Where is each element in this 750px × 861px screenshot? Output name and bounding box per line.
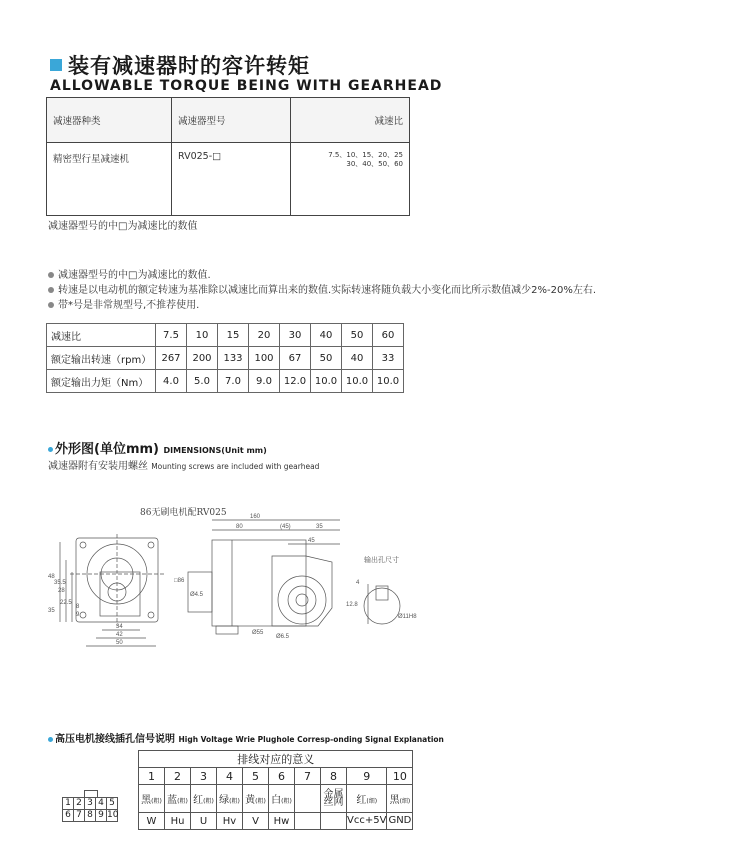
table-row bbox=[139, 768, 413, 785]
cell: 60 bbox=[373, 324, 404, 347]
dim-label: 34 bbox=[116, 624, 123, 630]
dim-label: Ø6.5 bbox=[276, 634, 290, 640]
note-item: 带*号是非常规型号,不推荐使用. bbox=[48, 298, 596, 313]
pin-number: 4 bbox=[217, 768, 243, 785]
connector-diagram bbox=[62, 790, 117, 821]
row-label: 减速比 bbox=[47, 324, 156, 347]
dim-label: 35.5 bbox=[54, 580, 66, 586]
cell: 15 bbox=[218, 324, 249, 347]
cell: 50 bbox=[342, 324, 373, 347]
wire-color: 黑(细) bbox=[387, 785, 413, 813]
pin-label: 5 bbox=[106, 797, 118, 810]
dim-label: 4 bbox=[356, 580, 360, 586]
connector-pins bbox=[62, 797, 117, 821]
plug-heading: 高压电机接线插孔信号说明 High Voltage Wrie Plughole Corresp-onding Signal Explanation bbox=[48, 730, 444, 745]
cell: 4.0 bbox=[156, 370, 187, 393]
cell: 10.0 bbox=[311, 370, 342, 393]
note-item: 减速器型号的中□为减速比的数值. bbox=[48, 268, 596, 283]
wire-color: 黄(粗) bbox=[243, 785, 269, 813]
col-reducer-model: 减速器型号 bbox=[172, 98, 291, 143]
dim-label: 80 bbox=[236, 524, 243, 530]
reducer-table bbox=[46, 97, 410, 216]
bullet-icon bbox=[48, 287, 54, 293]
cell: 10.0 bbox=[373, 370, 404, 393]
dim-label: 48 bbox=[48, 574, 55, 580]
pin-label: 7 bbox=[73, 809, 85, 822]
signal-name: Vcc+5V bbox=[347, 813, 387, 830]
dim-label: Ø55 bbox=[252, 630, 264, 636]
cell: 20 bbox=[249, 324, 280, 347]
cell: 5.0 bbox=[187, 370, 218, 393]
pin-number: 2 bbox=[165, 768, 191, 785]
ratio-line-2: 30、40、50、60 bbox=[346, 160, 403, 168]
dim-label: 45 bbox=[308, 538, 315, 544]
cell: 50 bbox=[311, 347, 342, 370]
cell: 200 bbox=[187, 347, 218, 370]
row-label: 额定输出力矩（Nm） bbox=[47, 370, 156, 393]
pin-number: 6 bbox=[269, 768, 295, 785]
pin-label: 9 bbox=[95, 809, 107, 822]
cell: 133 bbox=[218, 347, 249, 370]
pin-label: 10 bbox=[107, 810, 119, 820]
dim-label: 42 bbox=[116, 632, 123, 638]
pin-number: 3 bbox=[191, 768, 217, 785]
cell: 40 bbox=[342, 347, 373, 370]
section-dot-icon bbox=[48, 737, 53, 742]
output-hole-detail bbox=[364, 584, 400, 624]
motor-label: 86无刷电机配RV025 bbox=[140, 508, 227, 518]
signal-name: Hw bbox=[269, 813, 295, 830]
pin-number: 1 bbox=[139, 768, 165, 785]
notes-list bbox=[48, 268, 596, 313]
wire-color: 绿(粗) bbox=[217, 785, 243, 813]
wire-color: 红(粗) bbox=[191, 785, 217, 813]
pin-label: 6 bbox=[62, 809, 74, 822]
cell: 30 bbox=[280, 324, 311, 347]
cell: 67 bbox=[280, 347, 311, 370]
page-subtitle: ALLOWABLE TORQUE BEING WITH GEARHEAD bbox=[50, 78, 443, 94]
dim-label: 35 bbox=[48, 608, 55, 614]
wire-color: 红(细) bbox=[347, 785, 387, 813]
pin-number: 8 bbox=[321, 768, 347, 785]
cell: 10.0 bbox=[342, 370, 373, 393]
reduction-ratio-values bbox=[291, 143, 410, 216]
reducer-type-value: 精密型行星减速机 bbox=[47, 143, 172, 216]
gearbox-front-view bbox=[70, 534, 164, 626]
pin-label: 8 bbox=[84, 809, 96, 822]
signal-name bbox=[295, 813, 321, 830]
output-hole-label: 输出孔尺寸 bbox=[364, 557, 399, 564]
bullet-icon bbox=[48, 302, 54, 308]
wire-color: 蓝(粗) bbox=[165, 785, 191, 813]
signal-name: Hv bbox=[217, 813, 243, 830]
motor-side-view bbox=[188, 540, 332, 634]
table-row bbox=[139, 751, 413, 768]
table-row bbox=[47, 370, 404, 393]
dim-label: 8 bbox=[76, 604, 80, 610]
table-row bbox=[47, 324, 404, 347]
table-row bbox=[139, 813, 413, 830]
pin-number: 5 bbox=[243, 768, 269, 785]
signal-name: W bbox=[139, 813, 165, 830]
signal-table-title: 排线对应的意义 bbox=[139, 751, 413, 768]
cell: 33 bbox=[373, 347, 404, 370]
signal-name: GND bbox=[387, 813, 413, 830]
dim-label: □86 bbox=[174, 578, 185, 584]
connector-latch bbox=[84, 790, 98, 797]
model-note: 减速器型号的中□为减速比的数值 bbox=[48, 221, 198, 232]
signal-name bbox=[321, 813, 347, 830]
pin-number: 10 bbox=[387, 768, 413, 785]
dim-label: 12.8 bbox=[346, 602, 358, 608]
pin-label: 2 bbox=[73, 797, 85, 810]
pin-number: 9 bbox=[347, 768, 387, 785]
signal-name: U bbox=[191, 813, 217, 830]
signal-name: V bbox=[243, 813, 269, 830]
cell: 100 bbox=[249, 347, 280, 370]
cell: 267 bbox=[156, 347, 187, 370]
reducer-model-value: RV025-□ bbox=[172, 143, 291, 216]
title-marker bbox=[50, 59, 62, 71]
dim-label: Ø4.5 bbox=[190, 592, 204, 598]
signal-name: Hu bbox=[165, 813, 191, 830]
ratio-line-1: 7.5、10、15、20、25 bbox=[328, 151, 403, 159]
dim-label: 9 bbox=[76, 612, 80, 618]
cell: 10 bbox=[187, 324, 218, 347]
dim-label: 28 bbox=[58, 588, 65, 594]
dim-label: 160 bbox=[250, 514, 261, 520]
pin-label: 1 bbox=[62, 797, 74, 810]
wire-color: 白(粗) bbox=[269, 785, 295, 813]
dimension-drawing bbox=[40, 512, 440, 662]
row-label: 额定输出转速（rpm） bbox=[47, 347, 156, 370]
cell: 12.0 bbox=[280, 370, 311, 393]
dimensions-heading: 外形图(单位mm) DIMENSIONS(Unit mm) bbox=[48, 438, 267, 457]
dim-label: 22.5 bbox=[60, 600, 72, 606]
table-row bbox=[139, 785, 413, 813]
cell: 9.0 bbox=[249, 370, 280, 393]
cell: 7.0 bbox=[218, 370, 249, 393]
note-item: 转速是以电动机的额定转速为基准除以减速比而算出来的数值.实际转速将随负载大小变化而比所示数值减少2%-20%左右. bbox=[48, 283, 596, 298]
table-row bbox=[47, 347, 404, 370]
wire-color: 黑(粗) bbox=[139, 785, 165, 813]
dim-label: (45) bbox=[280, 524, 291, 530]
cell: 7.5 bbox=[156, 324, 187, 347]
pin-label: 4 bbox=[95, 797, 107, 810]
dim-label: Ø11H8 bbox=[398, 614, 417, 620]
ratio-spec-table bbox=[46, 323, 404, 393]
wire-color bbox=[295, 785, 321, 813]
page-title: 装有减速器时的容许转矩 bbox=[68, 54, 310, 78]
pin-number: 7 bbox=[295, 768, 321, 785]
section-dot-icon bbox=[48, 447, 53, 452]
dim-label: 35 bbox=[316, 524, 323, 530]
bullet-icon bbox=[48, 272, 54, 278]
signal-table bbox=[138, 750, 413, 830]
dimensions-note: 减速器附有安装用螺丝 Mounting screws are included with gearhead bbox=[48, 461, 320, 472]
dim-label: 50 bbox=[116, 640, 123, 646]
pin-label: 3 bbox=[84, 797, 96, 810]
col-reducer-type: 减速器种类 bbox=[47, 98, 172, 143]
wire-color: 金属丝网 bbox=[321, 785, 347, 813]
col-reduction-ratio: 减速比 bbox=[291, 98, 410, 143]
cell: 40 bbox=[311, 324, 342, 347]
